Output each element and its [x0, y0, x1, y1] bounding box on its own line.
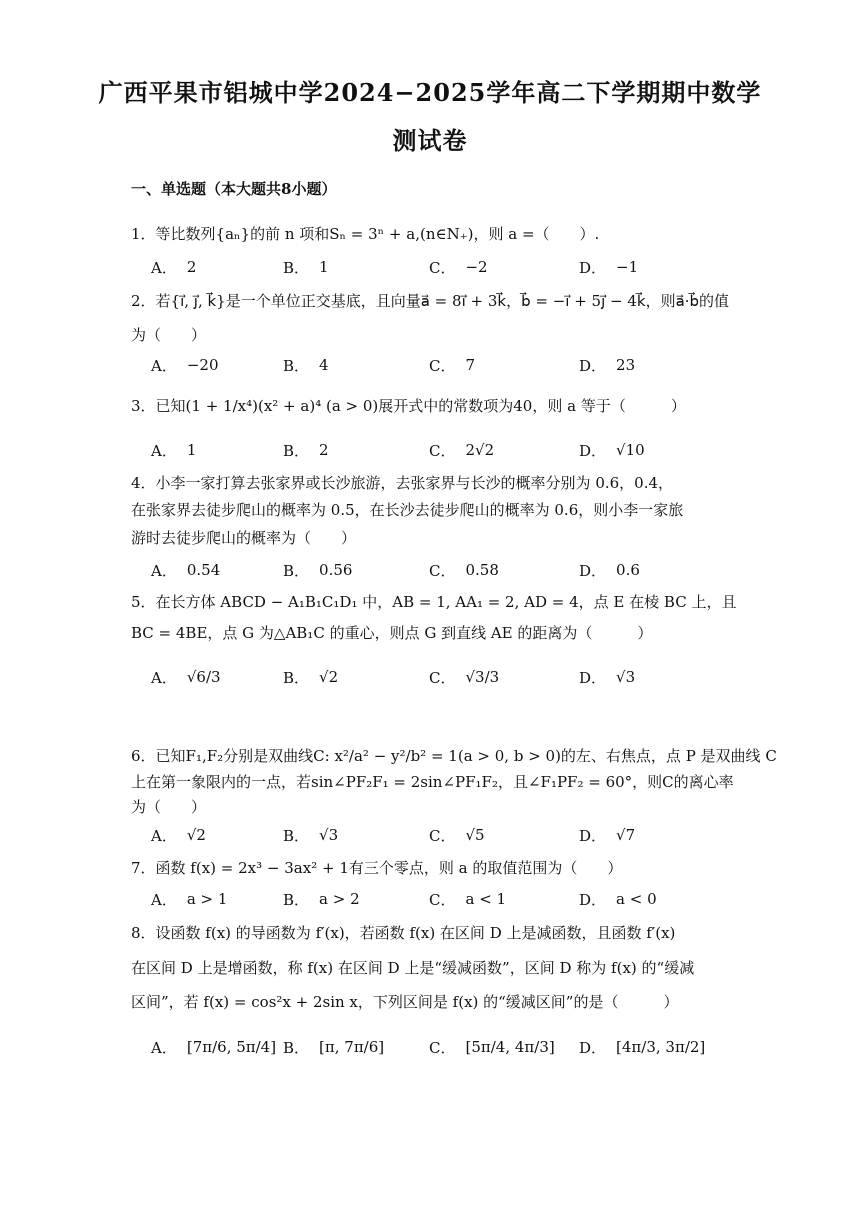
option-d: D． √7	[579, 826, 636, 845]
question-7-options	[151, 886, 731, 912]
option-a: A． −20	[151, 356, 219, 375]
question-8-text-line3: 区间”，若 f(x) = cos²x + 2sin x，下列区间是 f(x) 的“缓减区间”的是（ ）	[131, 993, 679, 1011]
option-a: A． √2	[151, 826, 206, 845]
option-c: C． 0.58	[429, 561, 499, 580]
exam-title-line2: 测试卷	[392, 126, 468, 155]
option-b: B． √3	[283, 826, 339, 845]
option-b: B． 0.56	[283, 561, 353, 580]
option-b: B． 1	[283, 258, 329, 277]
option-c: C． a < 1	[429, 890, 507, 909]
question-8-text-line1: 8．设函数 f(x) 的导函数为 f′(x)，若函数 f(x) 在区间 D 上是减函数，且函数 f′(x)	[131, 924, 676, 942]
option-d: D． 0.6	[579, 561, 640, 580]
option-b: B． √2	[283, 668, 339, 687]
question-1-text: 1．等比数列{aₙ}的前 n 项和Sₙ = 3ⁿ + a,(n∈N₊)，则 a =（ ）.	[131, 225, 600, 243]
question-8-text-line2: 在区间 D 上是增函数，称 f(x) 在区间 D 上是“缓减函数”，区间 D 称为 f(x) 的“缓减	[131, 959, 695, 977]
question-4-text-line3: 游时去徒步爬山的概率为（ ）	[131, 529, 357, 547]
option-d: D． a < 0	[579, 890, 657, 909]
question-4-text-line2: 在张家界去徒步爬山的概率为 0.5，在长沙去徒步爬山的概率为 0.6，则小李一家旅	[131, 501, 684, 519]
section-heading: 一、单选题（本大题共8小题）	[131, 180, 337, 198]
question-8-options	[151, 1034, 731, 1060]
option-d: D． √10	[579, 441, 645, 460]
option-b: B． 4	[283, 356, 329, 375]
option-a: A． √6/3	[151, 668, 221, 687]
question-4-options	[151, 557, 731, 583]
question-3-text: 3．已知(1 + 1/x⁴)(x² + a)⁴ (a > 0)展开式中的常数项为40，则 a 等于（ ）	[131, 397, 686, 415]
question-6-text-line3: 为（ ）	[131, 798, 207, 816]
question-2-options	[151, 352, 731, 378]
option-c: C． 7	[429, 356, 476, 375]
option-d: D． −1	[579, 258, 639, 277]
option-a: A． a > 1	[151, 890, 228, 909]
option-d: D． √3	[579, 668, 636, 687]
option-c: C． 2√2	[429, 441, 495, 460]
option-c: C． √3/3	[429, 668, 500, 687]
option-c: C． √5	[429, 826, 485, 845]
question-5-options	[151, 664, 731, 690]
question-6-options	[151, 822, 731, 848]
question-4-text-line1: 4．小李一家打算去张家界或长沙旅游，去张家界与长沙的概率分别为 0.6，0.4，	[131, 474, 674, 492]
option-d: D． 23	[579, 356, 636, 375]
option-b: B． 2	[283, 441, 329, 460]
question-5-text-line2: BC = 4BE，点 G 为△AB₁C 的重心，则点 G 到直线 AE 的距离为（ ）	[131, 624, 653, 642]
question-2-text-line1: 2．若{i⃗, j⃗, k⃗}是一个单位正交基底，且向量a⃗ = 8i⃗ + 3k⃗，b⃗ = −i⃗ + 5j⃗ − 4k⃗，则a⃗·b⃗的值	[131, 292, 730, 310]
question-2-text-line2: 为（ ）	[131, 326, 207, 344]
option-a: A． 1	[151, 441, 197, 460]
question-6-text-line2: 上在第一象限内的一点，若sin∠PF₂F₁ = 2sin∠PF₁F₂，且∠F₁PF₂ = 60°，则C的离心率	[131, 773, 734, 791]
option-c: C． −2	[429, 258, 488, 277]
question-3-options	[151, 437, 731, 463]
question-7-text: 7．函数 f(x) = 2x³ − 3ax² + 1有三个零点，则 a 的取值范围为（ ）	[131, 859, 623, 877]
exam-title-line1: 广西平果市铝城中学2024−2025学年高二下学期期中数学	[98, 78, 762, 107]
question-6-text-line1: 6．已知F₁,F₂分别是双曲线C: x²/a² − y²/b² = 1(a > 0, b > 0)的左、右焦点，点 P 是双曲线 C	[131, 747, 777, 765]
option-c: C． [5π/4, 4π/3]	[429, 1038, 555, 1057]
option-a: A． 0.54	[151, 561, 221, 580]
option-d: D． [4π/3, 3π/2]	[579, 1038, 706, 1057]
option-a: A． [7π/6, 5π/4]	[151, 1038, 277, 1057]
option-b: B． [π, 7π/6]	[283, 1038, 385, 1057]
option-a: A． 2	[151, 258, 197, 277]
option-b: B． a > 2	[283, 890, 360, 909]
question-1-options	[151, 254, 731, 280]
question-5-text-line1: 5．在长方体 ABCD − A₁B₁C₁D₁ 中，AB = 1, AA₁ = 2, AD = 4，点 E 在棱 BC 上，且	[131, 593, 737, 611]
